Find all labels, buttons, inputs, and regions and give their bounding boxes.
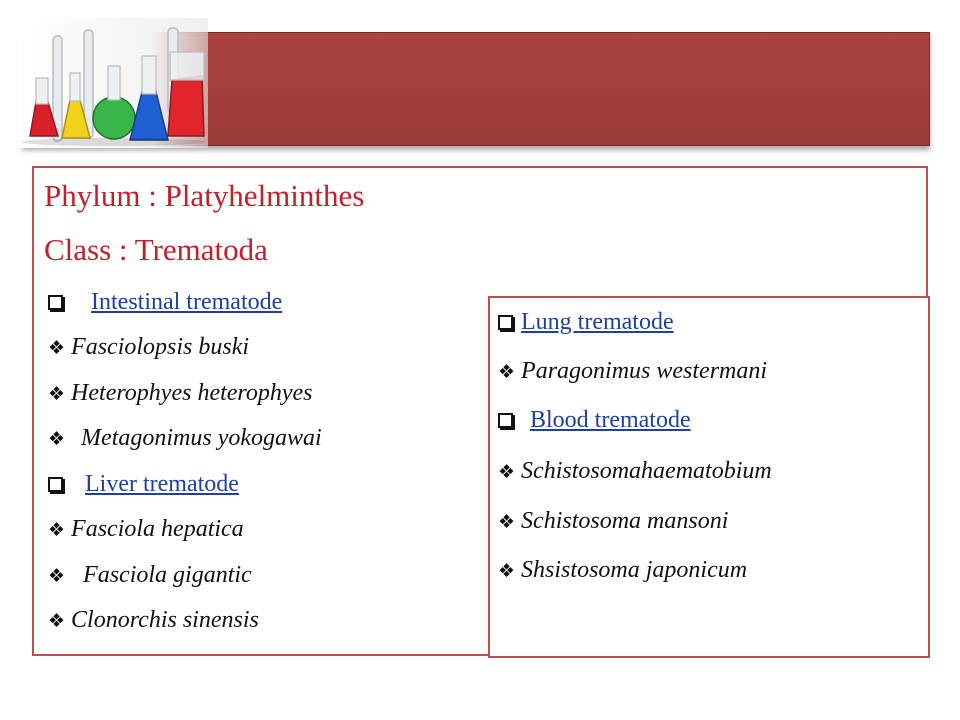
- species-name: Schistosomahaematobium: [521, 458, 772, 484]
- square-bullet-icon: [498, 315, 513, 330]
- diamond-bullet-icon: ❖: [498, 360, 516, 383]
- species-row: [498, 508, 728, 535]
- intestinal-trematode-link[interactable]: Intestinal trematode: [91, 289, 283, 315]
- diamond-bullet-icon: ❖: [48, 609, 66, 632]
- liver-heading-row: [48, 471, 239, 498]
- species-row: [48, 425, 322, 452]
- blood-heading-row: [498, 407, 691, 434]
- square-bullet-icon: [48, 477, 63, 492]
- species-row: [48, 334, 249, 361]
- lab-glassware-image: [18, 18, 208, 148]
- species-name: Heterophyes heterophyes: [71, 380, 313, 406]
- diamond-bullet-icon: ❖: [498, 510, 516, 533]
- species-name: Shsistosoma japonicum: [521, 557, 748, 583]
- intestinal-heading-row: [48, 289, 282, 316]
- diamond-bullet-icon: ❖: [48, 427, 66, 450]
- species-row: [498, 458, 772, 485]
- flask-illustration: [18, 18, 208, 148]
- species-name: Paragonimus westermani: [521, 358, 768, 384]
- diamond-bullet-icon: ❖: [48, 382, 66, 405]
- species-row: [498, 557, 747, 584]
- diamond-bullet-icon: ❖: [498, 559, 516, 582]
- species-name: Clonorchis sinensis: [71, 607, 259, 633]
- diamond-bullet-icon: ❖: [498, 460, 516, 483]
- diamond-bullet-icon: ❖: [48, 564, 66, 587]
- species-name: Fasciola gigantic: [83, 562, 252, 588]
- diamond-bullet-icon: ❖: [48, 336, 66, 359]
- diamond-bullet-icon: ❖: [48, 518, 66, 541]
- species-row: [48, 380, 313, 407]
- class-title: Class : Trematoda: [44, 232, 268, 267]
- square-bullet-icon: [498, 413, 513, 428]
- blood-trematode-link[interactable]: Blood trematode: [530, 407, 691, 433]
- species-name: Metagonimus yokogawai: [81, 425, 322, 451]
- species-row: [498, 358, 767, 385]
- species-name: Fasciolopsis buski: [71, 334, 250, 360]
- lung-trematode-link[interactable]: Lung trematode: [521, 309, 674, 335]
- species-name: Schistosoma mansoni: [521, 508, 729, 534]
- liver-trematode-link[interactable]: Liver trematode: [85, 471, 239, 497]
- phylum-title: Phylum : Platyhelminthes: [44, 178, 365, 213]
- species-row: [48, 516, 244, 543]
- species-name: Fasciola hepatica: [71, 516, 244, 542]
- square-bullet-icon: [48, 295, 63, 310]
- species-row: [48, 607, 259, 634]
- lung-heading-row: [498, 309, 674, 336]
- species-row: [48, 562, 252, 589]
